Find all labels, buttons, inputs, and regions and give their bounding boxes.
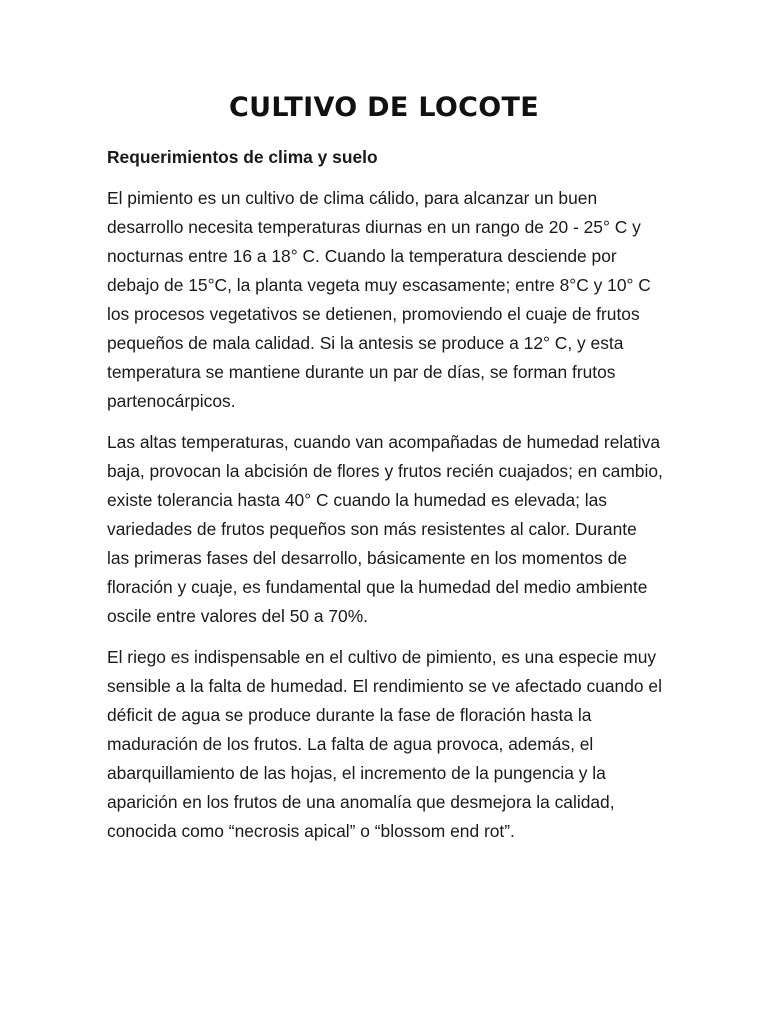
paragraph-irrigation: El riego es indispensable en el cultivo de pimiento, es una especie muy sensible a la falta de humedad. El rendimiento se ve afectado cuando el déficit de agua se produce durante la fase de floración hasta la maduración de los frutos. La falta de agua provoca, además, el abarquillamiento de las hojas, el incremento de la pungencia y la aparición en los frutos de una anomalía que desmejora la calidad, conocida como “necrosis apical” o “blossom end rot”. [107, 647, 662, 841]
paragraph-high-temperatures: Las altas temperaturas, cuando van acompañadas de humedad relativa baja, provocan la abcisión de flores y frutos recién cuajados; en cambio, existe tolerancia hasta 40° C cuando la humedad es elevada; las variedades de frutos pequeños son más resistentes al calor. Durante las primeras fases del desarrollo, básicamente en los momentos de floración y cuaje, es fundamental que la humedad del medio ambiente oscile entre valores del 50 a 70%. [107, 432, 663, 626]
document-title: CULTIVO DE LOCOTE [229, 92, 539, 123]
section-heading: Requerimientos de clima y suelo [107, 147, 378, 167]
document-body [107, 143, 663, 858]
paragraph-climate: El pimiento es un cultivo de clima cálido, para alcanzar un buen desarrollo necesita temperaturas diurnas en un rango de 20 - 25° C y nocturnas entre 16 a 18° C. Cuando la temperatura desciende por debajo de 15°C, la planta vegeta muy escasamente; entre 8°C y 10° C los procesos vegetativos se detienen, promoviendo el cuaje de frutos pequeños de mala calidad. Si la antesis se produce a 12° C, y esta temperatura se mantiene durante un par de días, se forman frutos partenocárpicos. [107, 188, 651, 411]
